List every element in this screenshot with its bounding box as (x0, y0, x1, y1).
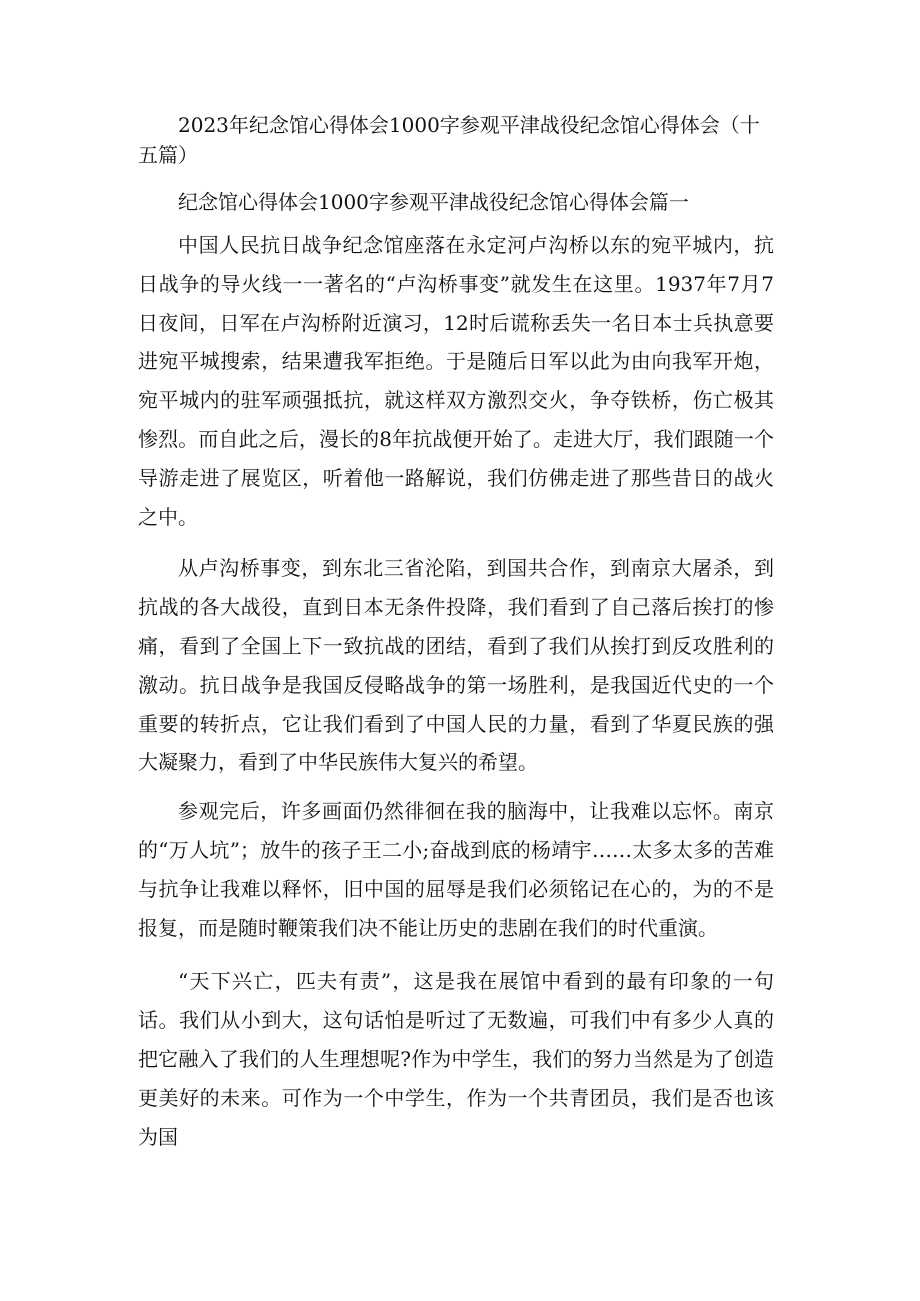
document-title: 2023年纪念馆心得体会1000字参观平津战役纪念馆心得体会（十五篇） (138, 113, 760, 167)
paragraph-2: 从卢沟桥事变，到东北三省沦陷，到国共合作，到南京大屠杀，到抗战的各大战役，直到日本无条件投降，我们看到了自己落后挨打的惨痛，看到了全国上下一致抗战的团结，看到了我们从挨打到反攻胜利的激动。抗日战争是我国反侵略战争的第一场胜利，是我国近代史的一个重要的转折点，它让我们看到了中国人民的力量，看到了华夏民族的强大凝聚力，看到了中华民族伟大复兴的希望。 (138, 556, 774, 775)
section-heading: 纪念馆心得体会1000字参观平津战役纪念馆心得体会篇一 (178, 190, 689, 214)
paragraph-4: “天下兴亡，匹夫有责”，这是我在展馆中看到的最有印象的一句话。我们从小到大，这句话怕是听过了无数遍，可我们中有多少人真的把它融入了我们的人生理想呢?作为中学生，我们的努力当然是为了创造更美好的未来。可作为一个中学生，作为一个共青团员，我们是否也该为国 (138, 969, 774, 1149)
paragraph-1: 中国人民抗日战争纪念馆座落在永定河卢沟桥以东的宛平城内，抗日战争的导火线一一著名的“卢沟桥事变”就发生在这里。1937年7月7日夜间，日军在卢沟桥附近演习，12时后谎称丢失一名日本士兵执意要进宛平城搜索，结果遭我军拒绝。于是随后日军以此为由向我军开炮，宛平城内的驻军顽强抵抗，就这样双方激烈交火，争夺铁桥，伤亡极其惨烈。而自此之后，漫长的8年抗战便开始了。走进大厅，我们跟随一个导游走进了展览区，听着他一路解说，我们仿佛走进了那些昔日的战火之中。 (138, 233, 774, 529)
document-page (138, 110, 774, 1156)
paragraph-3: 参观完后，许多画面仍然徘徊在我的脑海中，让我难以忘怀。南京的“万人坑”；放牛的孩子王二小;奋战到底的杨靖宇……太多太多的苦难与抗争让我难以释怀，旧中国的屈辱是我们必须铭记在心的，为的不是报复，而是随时鞭策我们决不能让历史的悲剧在我们的时代重演。 (138, 799, 774, 940)
